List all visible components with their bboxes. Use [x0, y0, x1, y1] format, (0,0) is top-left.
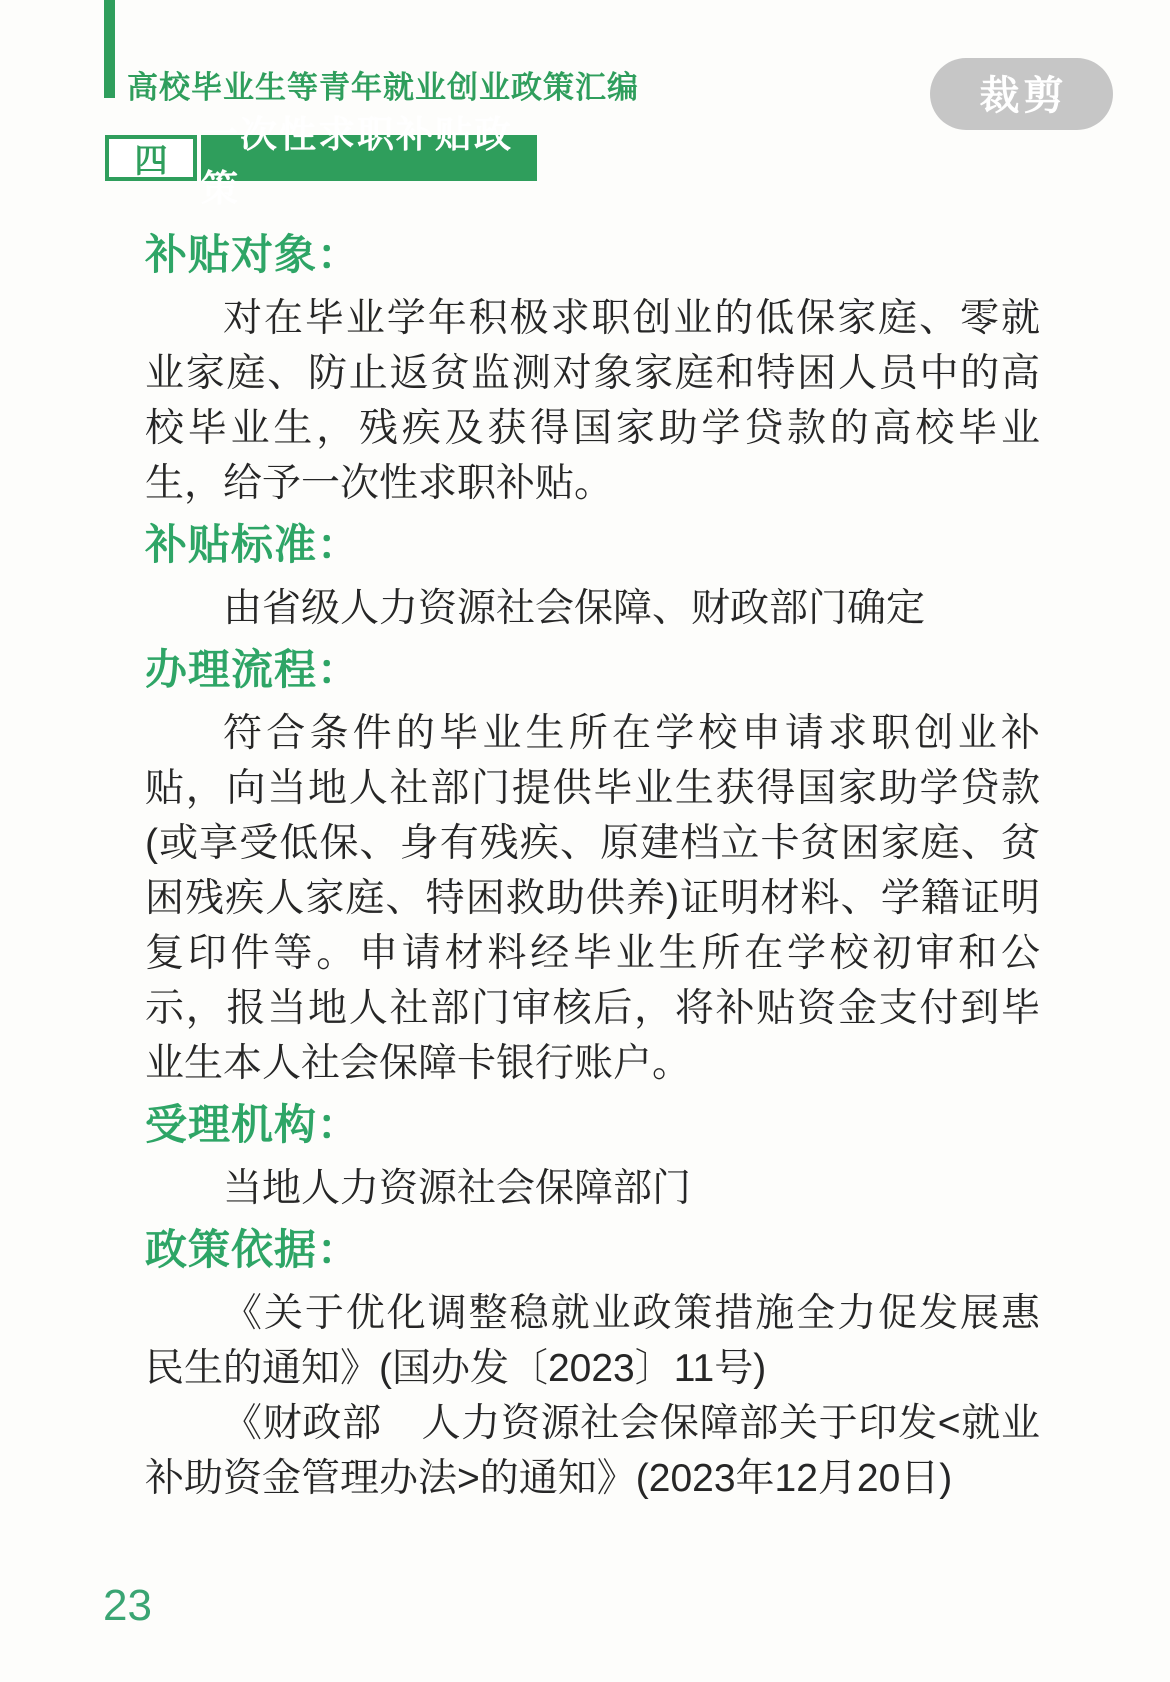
- section-number-box: 四: [105, 135, 197, 181]
- paragraph-policy-basis-2: 《财政部 人力资源社会保障部关于印发<就业补助资金管理办法>的通知》(2023年12月20日): [145, 1402, 1040, 1500]
- section-process: [145, 648, 1040, 1091]
- page-number: 23: [103, 1581, 152, 1630]
- header-accent-bar: [104, 0, 115, 98]
- page-content: [145, 233, 1040, 1518]
- crop-button[interactable]: 裁剪: [930, 58, 1113, 130]
- section-heading-process: 办理流程：: [145, 646, 361, 693]
- section-subsidy-standard: [145, 523, 1040, 636]
- section-banner: [105, 114, 537, 209]
- section-subsidy-target: [145, 233, 1040, 511]
- section-heading-policy-basis: 政策依据：: [145, 1226, 361, 1273]
- paragraph-subsidy-target: 对在毕业学年积极求职创业的低保家庭、零就业家庭、防止返贫监测对象家庭和特困人员中的高校毕业生，残疾及获得国家助学贷款的高校毕业生，给予一次性求职补贴。: [145, 297, 1040, 505]
- paragraph-process: 符合条件的毕业生所在学校申请求职创业补贴，向当地人社部门提供毕业生获得国家助学贷款(或享受低保、身有残疾、原建档立卡贫困家庭、贫困残疾人家庭、特困救助供养)证明材料、学籍证明复印件等。申请材料经毕业生所在学校初审和公示，报当地人社部门审核后，将补贴资金支付到毕业生本人社会保障卡银行账户。: [145, 712, 1040, 1085]
- section-heading-subsidy-target: 补贴对象：: [145, 231, 361, 278]
- paragraph-accepting-agency: 当地人力资源社会保障部门: [223, 1167, 692, 1210]
- booklet-title: 高校毕业生等青年就业创业政策汇编: [127, 70, 639, 105]
- section-heading-subsidy-standard: 补贴标准：: [145, 521, 361, 568]
- paragraph-policy-basis-1: 《关于优化调整稳就业政策措施全力促发展惠民生的通知》(国办发〔2023〕11号): [145, 1292, 1040, 1390]
- section-accepting-agency: [145, 1103, 1040, 1216]
- section-title-banner: 一次性求职补贴政策: [201, 135, 537, 181]
- section-policy-basis: [145, 1228, 1040, 1506]
- paragraph-subsidy-standard: 由省级人力资源社会保障、财政部门确定: [223, 587, 926, 630]
- section-heading-accepting-agency: 受理机构：: [145, 1101, 361, 1148]
